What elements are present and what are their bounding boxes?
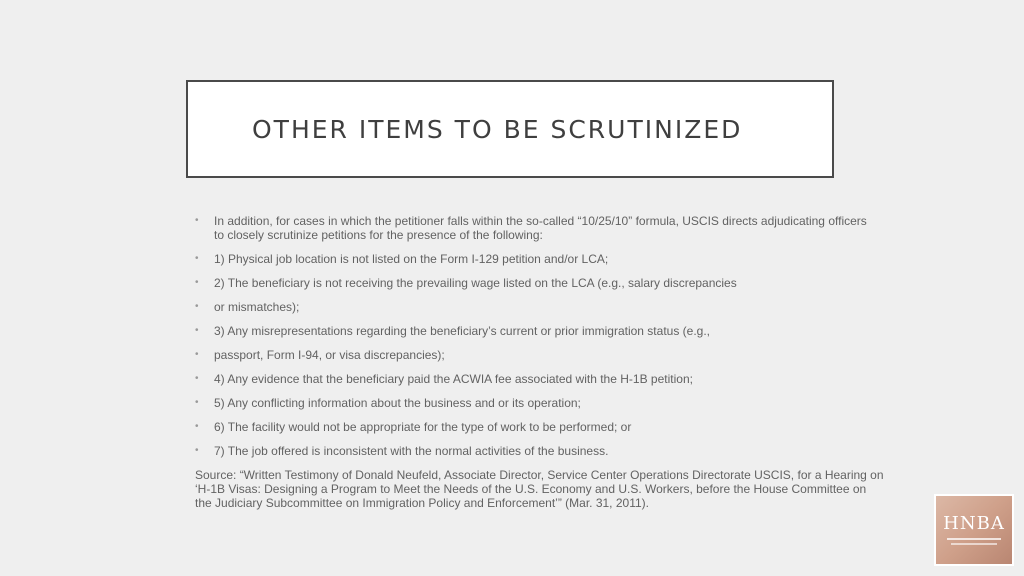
bullet-item: • 3) Any misrepresentations regarding the beneficiary’s current or prior immigration status (e.g., bbox=[195, 324, 711, 338]
bullet-dot-icon: • bbox=[195, 215, 199, 226]
bullet-item: • In addition, for cases in which the petitioner falls within the so-called “10/25/10” formula, USCIS directs adjudicating officers to closely scrutinize petitions for the presence of the following: bbox=[195, 214, 867, 242]
bullet-dot-icon: • bbox=[195, 397, 199, 408]
logo-tagline-line bbox=[951, 543, 997, 545]
bullet-item: • 5) Any conflicting information about the business and or its operation; bbox=[195, 396, 581, 410]
bullet-dot-icon: • bbox=[195, 421, 199, 432]
bullet-item: • 1) Physical job location is not listed on the Form I-129 petition and/or LCA; bbox=[195, 252, 609, 266]
slide-title: OTHER ITEMS TO BE SCRUTINIZED bbox=[252, 114, 743, 144]
logo-tagline-line bbox=[947, 538, 1001, 540]
logo-text: HNBA bbox=[943, 513, 1005, 534]
title-box bbox=[186, 80, 834, 178]
hnba-logo bbox=[934, 494, 1014, 566]
bullet-item: • passport, Form I-94, or visa discrepancies); bbox=[195, 348, 445, 362]
bullet-dot-icon: • bbox=[195, 445, 199, 456]
source-citation: Source: “Written Testimony of Donald Neufeld, Associate Director, Service Center Operations Directorate USCIS, for a Hearing on ‘H-1B Visas: Designing a Program to Meet the Needs of the U.S. Economy and U.S. Workers, before the House Committee on the Judiciary Subcommittee on Immigration Policy and Enforcement’” (Mar. 31, 2011). bbox=[195, 468, 884, 510]
bullet-item: • or mismatches); bbox=[195, 300, 300, 314]
bullet-item: • 4) Any evidence that the beneficiary paid the ACWIA fee associated with the H-1B petition; bbox=[195, 372, 693, 386]
bullet-item: • 7) The job offered is inconsistent with the normal activities of the business. bbox=[195, 444, 609, 458]
bullet-dot-icon: • bbox=[195, 349, 199, 360]
bullet-list bbox=[195, 214, 875, 468]
bullet-dot-icon: • bbox=[195, 277, 199, 288]
bullet-dot-icon: • bbox=[195, 301, 199, 312]
bullet-dot-icon: • bbox=[195, 373, 199, 384]
bullet-dot-icon: • bbox=[195, 253, 199, 264]
bullet-dot-icon: • bbox=[195, 325, 199, 336]
bullet-item: • 2) The beneficiary is not receiving the prevailing wage listed on the LCA (e.g., salary discrepancies bbox=[195, 276, 737, 290]
bullet-item: • 6) The facility would not be appropriate for the type of work to be performed; or bbox=[195, 420, 632, 434]
